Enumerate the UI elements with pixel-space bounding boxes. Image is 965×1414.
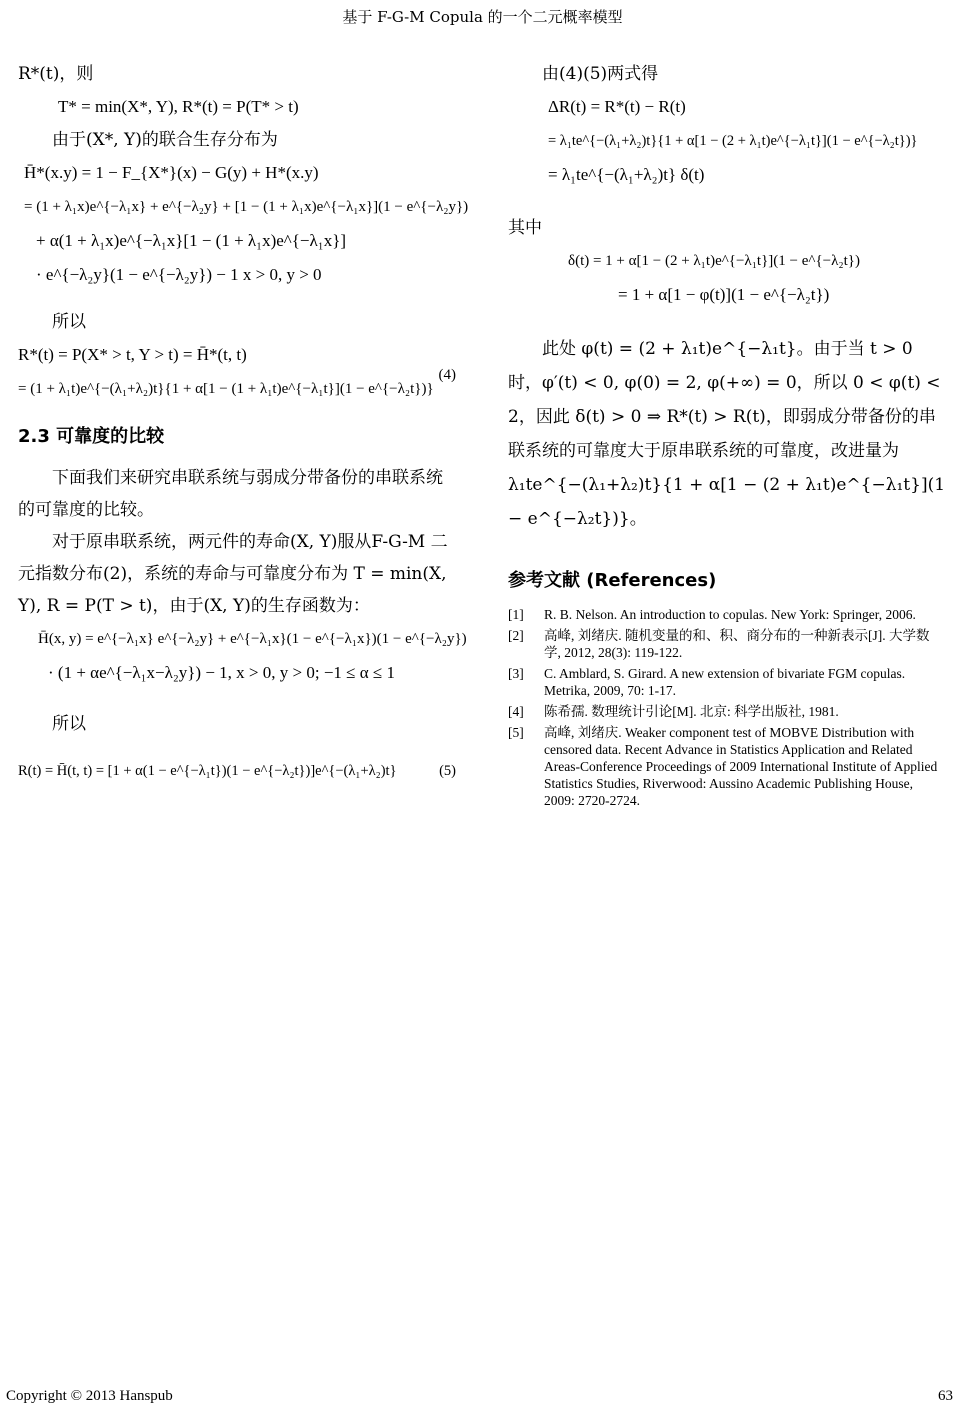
- running-header: 基于 F-G-M Copula 的一个二元概率模型: [342, 8, 623, 26]
- conclusion-text: 此处 φ(t) = (2 + λ₁t)e^{−λ₁t}。由于当 t > 0 时，φ′(t) < 0, φ(0) = 2, φ(+∞) = 0，所以 0 < φ(t) < 2，因此 δ(t) > 0 ⇒ R*(t) > R(t)，即弱成分带备份的串联系统的可靠度大于原串联系统的可靠度，改进量为 λ₁te^{−(λ₁+λ₂)t}{1 + α[1 − (2 + λ₁t)e^{−λ₁t}](1 − e^{−λ₂t})}。: [508, 339, 946, 529]
- reference-text: 高峰, 刘绪庆. Weaker component test of MOBVE Distribution with censored data. Recent Advance in Statistics Application and Related Areas-Conference Proceedings of 2009 International Institute of Applied Statistics Studies, Riverwood: Aussino Academic Publishing House, 2009: 2720-2724.: [544, 725, 938, 808]
- reference-text: 高峰, 刘绪庆. 随机变量的和、积、商分布的一种新表示[J]. 大学数学, 2012, 28(3): 119-122.: [544, 628, 930, 660]
- paragraph-2: 对于原串联系统，两元件的寿命(X, Y)服从F-G-M 二元指数分布(2)，系统的寿命与可靠度分布为 T = min(X, Y), R = P(T > t)，由于(X, Y)的生存函数为：: [18, 532, 448, 616]
- equation-5: [18, 754, 456, 788]
- equation-delta-R-1: ΔR(t) = R*(t) − R(t): [548, 97, 686, 116]
- section-heading: 2.3 可靠度的比较: [18, 426, 165, 447]
- equation-S2: · (1 + αe^{−λ₁x−λ₂y}) − 1, x > 0, y > 0; −1 ≤ α ≤ 1: [48, 663, 395, 682]
- reference-text: R. B. Nelson. An introduction to copulas. New York: Springer, 2006.: [544, 607, 916, 622]
- equation-4-body: = (1 + λ₁t)e^{−(λ₁+λ₂)t}{1 + α[1 − (1 + λ₁t)e^{−λ₁t}](1 − e^{−λ₂t})}: [18, 381, 434, 397]
- left-column: [18, 58, 469, 788]
- reference-text: 陈希孺. 数理统计引论[M]. 北京: 科学出版社, 1981.: [544, 704, 839, 719]
- reference-item: [508, 724, 946, 809]
- paragraph-1: 下面我们来研究串联系统与弱成分带备份的串联系统的可靠度的比较。: [18, 468, 443, 520]
- equation-4-line2: [18, 367, 456, 406]
- equation-delta-R-3: = λ₁te^{−(λ₁+λ₂)t} δ(t): [548, 165, 705, 184]
- footer-copyright: Copyright © 2013 Hanspub: [6, 1388, 173, 1404]
- equation-H3: + α(1 + λ₁x)e^{−λ₁x}[1 − (1 + λ₁x)e^{−λ₁x}]: [36, 231, 347, 250]
- so-text-2: 所以: [52, 714, 86, 734]
- equation-delta-R-2: = λ₁te^{−(λ₁+λ₂)t}{1 + α[1 − (2 + λ₁t)e^{−λ₁t}](1 − e^{−λ₂t})}: [548, 133, 918, 149]
- equation-H1: H̄*(x.y) = 1 − F_{X*}(x) − G(y) + H*(x.y): [24, 163, 319, 182]
- reference-number: [3]: [508, 666, 524, 681]
- reference-number: [4]: [508, 704, 524, 719]
- reference-number: [1]: [508, 607, 524, 622]
- equation-4-line1: R*(t) = P(X* > t, Y > t) = H̄*(t, t): [18, 345, 247, 364]
- equation-5-body: R(t) = H̄(t, t) = [1 + α(1 − e^{−λ₁t})(1 − e^{−λ₂t})]e^{−(λ₁+λ₂)t}: [18, 763, 397, 779]
- references-heading: 参考文献 (References): [508, 570, 717, 591]
- equation-delta-2: = 1 + α[1 − φ(t)](1 − e^{−λ₂t}): [618, 285, 830, 304]
- equation-T-star: T* = min(X*, Y), R*(t) = P(T* > t): [58, 97, 299, 116]
- reference-item: [508, 627, 946, 661]
- from-eq45-text: 由(4)(5)两式得: [542, 64, 659, 84]
- equation-4-number: (4): [438, 367, 456, 383]
- reference-text: C. Amblard, S. Girard. A new extension of bivariate FGM copulas. Metrika, 2009, 70: 1-17.: [544, 666, 906, 698]
- reference-number: [5]: [508, 725, 524, 740]
- references-list: [508, 606, 946, 809]
- reference-item: [508, 703, 946, 720]
- intro-text: R*(t)，则: [18, 64, 94, 84]
- equation-5-number: (5): [439, 763, 456, 779]
- where-text: 其中: [508, 218, 542, 238]
- right-column: [508, 58, 946, 813]
- so-text-1: 所以: [52, 312, 86, 332]
- reference-item: [508, 606, 946, 623]
- reference-item: [508, 665, 946, 699]
- equation-H4: · e^{−λ₂y}(1 − e^{−λ₂y}) − 1 x > 0, y > 0: [36, 265, 322, 284]
- reference-number: [2]: [508, 628, 524, 643]
- equation-H2: = (1 + λ₁x)e^{−λ₁x} + e^{−λ₂y} + [1 − (1 + λ₁x)e^{−λ₁x}](1 − e^{−λ₂y}): [24, 199, 469, 215]
- footer-page-number: 63: [938, 1388, 953, 1404]
- survival-intro: 由于(X*, Y)的联合生存分布为: [52, 130, 278, 150]
- equation-S1: H̄(x, y) = e^{−λ₁x} e^{−λ₂y} + e^{−λ₁x}(1 − e^{−λ₁x})(1 − e^{−λ₂y}): [38, 631, 467, 647]
- equation-delta-1: δ(t) = 1 + α[1 − (2 + λ₁t)e^{−λ₁t}](1 − e^{−λ₂t}): [568, 253, 860, 269]
